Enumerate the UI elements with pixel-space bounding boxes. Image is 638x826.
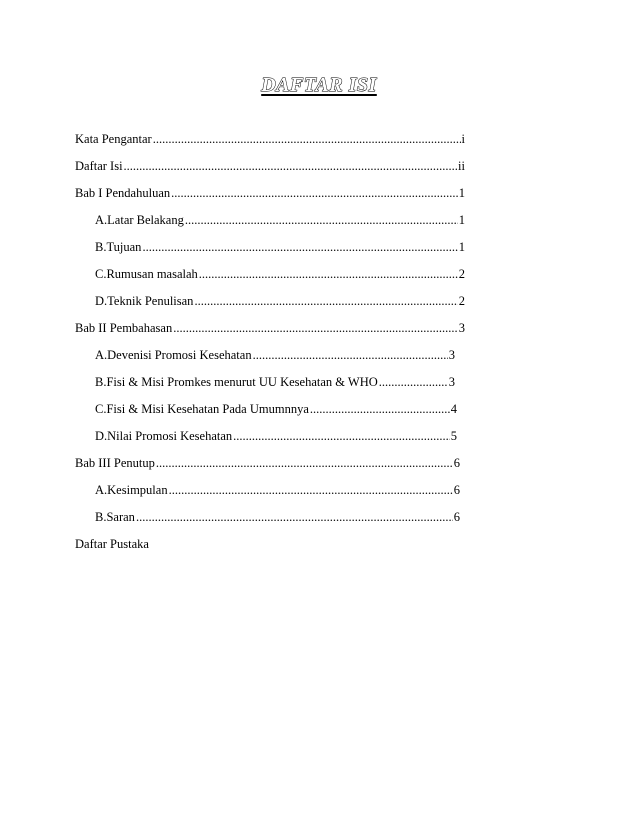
toc-entry-daftar-pustaka <box>75 536 149 552</box>
toc-subentry-marker: A. <box>95 483 108 497</box>
toc-page-number: i <box>461 132 465 146</box>
dot-leader <box>233 428 450 444</box>
toc-subentry-saran <box>95 509 460 525</box>
toc-page-number: 2 <box>458 267 465 281</box>
toc-subentry-marker: C. <box>95 402 107 416</box>
toc-entry-label: Teknik Penulisan <box>107 294 194 308</box>
toc-entry-label: Bab III Penutup <box>75 456 155 470</box>
toc-subentry-marker: B. <box>95 240 107 254</box>
toc-page-number: 1 <box>458 186 465 200</box>
toc-subentry-marker: D. <box>95 294 108 308</box>
toc-entry-label: Saran <box>106 510 135 524</box>
toc-entry-label: Fisi & Misi Promkes menurut UU Kesehatan & WHO <box>106 375 378 389</box>
toc-subentry-fisi-misi-kesehatan <box>95 401 457 417</box>
toc-subentry-fisi-misi-promkes <box>95 374 455 390</box>
dot-leader <box>185 212 458 228</box>
toc-subentry-tujuan <box>95 239 465 255</box>
toc-subentry-marker: C. <box>95 267 107 281</box>
toc-entry-bab-1 <box>75 185 465 201</box>
toc-page-number: 1 <box>458 213 465 227</box>
toc-page-number: 3 <box>448 348 455 362</box>
toc-entry-label: Daftar Pustaka <box>75 537 149 551</box>
toc-entry-bab-2 <box>75 320 465 336</box>
toc-subentry-rumusan-masalah <box>95 266 465 282</box>
toc-page-number: 6 <box>453 510 460 524</box>
toc-entry-daftar-isi <box>75 158 465 174</box>
toc-entry-label: Latar Belakang <box>107 213 184 227</box>
dot-leader <box>194 293 457 309</box>
page-title: DAFTAR ISI <box>261 74 377 96</box>
dot-leader <box>379 374 448 390</box>
toc-entry-label: Nilai Promosi Kesehatan <box>107 429 233 443</box>
dot-leader <box>169 482 453 498</box>
dot-leader <box>310 401 450 417</box>
toc-subentry-marker: B. <box>95 375 107 389</box>
toc-page-number: 4 <box>450 402 457 416</box>
dot-leader <box>153 131 461 147</box>
toc-entry-label: Bab II Pembahasan <box>75 321 173 335</box>
toc-page-number: 6 <box>453 483 460 497</box>
toc-page-number: 3 <box>448 375 455 389</box>
toc-entry-label: Rumusan masalah <box>106 267 198 281</box>
toc-page-number: 3 <box>458 321 465 335</box>
dot-leader <box>124 158 458 174</box>
toc-subentry-devenisi <box>95 347 455 363</box>
dot-leader <box>156 455 453 471</box>
toc-entry-label: Tujuan <box>106 240 142 254</box>
toc-subentry-teknik-penulisan <box>95 293 465 309</box>
toc-subentry-marker: B. <box>95 510 107 524</box>
toc-entry-label: Kesimpulan <box>107 483 168 497</box>
toc-subentry-nilai-promosi <box>95 428 457 444</box>
toc-subentry-marker: D. <box>95 429 108 443</box>
toc-entry-label: Daftar Isi <box>75 159 123 173</box>
toc-entry-bab-3 <box>75 455 460 471</box>
toc-subentry-marker: A. <box>95 213 108 227</box>
dot-leader <box>173 320 458 336</box>
toc-page-number: 6 <box>453 456 460 470</box>
toc-page-number: 2 <box>458 294 465 308</box>
toc-page-number: 1 <box>458 240 465 254</box>
toc-entry-label: Fisi & Misi Kesehatan Pada Umumnnya <box>106 402 309 416</box>
toc-subentry-kesimpulan <box>95 482 460 498</box>
toc-entry-label: Bab I Pendahuluan <box>75 186 171 200</box>
toc-entry-label: Devenisi Promosi Kesehatan <box>107 348 252 362</box>
dot-leader <box>253 347 448 363</box>
toc-entry-label: Kata Pengantar <box>75 132 152 146</box>
dot-leader <box>199 266 458 282</box>
toc-subentry-latar-belakang <box>95 212 465 228</box>
toc-page-number: ii <box>458 159 465 173</box>
dot-leader <box>142 239 457 255</box>
dot-leader <box>136 509 453 525</box>
toc-entry-kata-pengantar <box>75 131 465 147</box>
toc-page-number: 5 <box>450 429 457 443</box>
dot-leader <box>171 185 458 201</box>
toc-subentry-marker: A. <box>95 348 108 362</box>
